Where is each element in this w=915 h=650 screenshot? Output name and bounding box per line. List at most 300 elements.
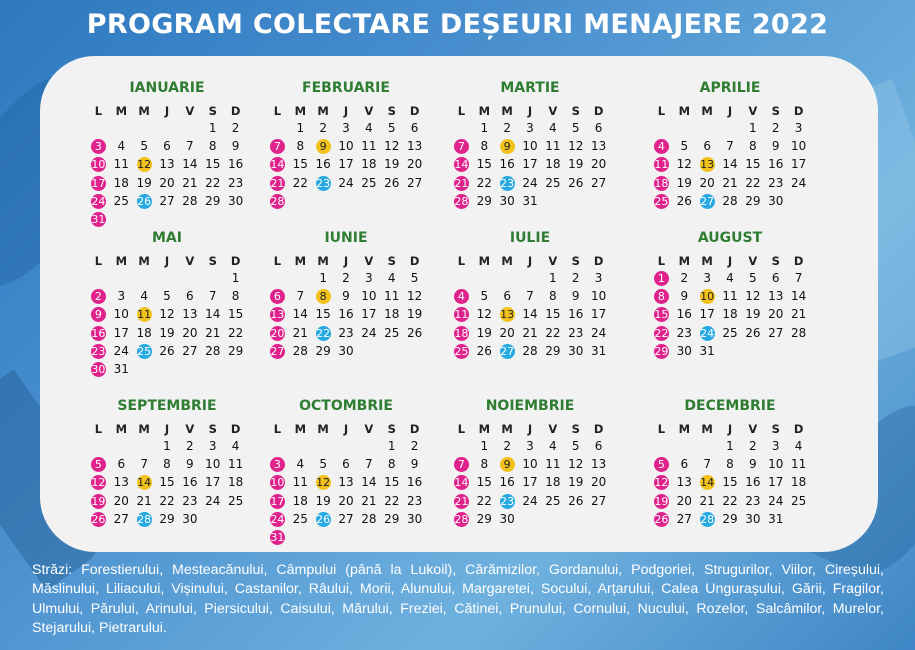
day-cell-pink-collection	[266, 343, 289, 361]
day-number: 4	[454, 289, 469, 304]
day-cell	[289, 120, 312, 138]
day-number: 11	[361, 139, 377, 154]
day-number: 1	[749, 121, 757, 135]
day-number: 21	[522, 325, 538, 340]
day-number: 28	[700, 512, 715, 526]
empty-cell	[650, 438, 673, 456]
day-number: 22	[227, 325, 244, 340]
day-number: 7	[526, 289, 534, 304]
weekday-label: V	[748, 104, 758, 118]
day-cell-pink-collection	[87, 156, 110, 174]
day-number: 9	[749, 457, 757, 472]
day-cell	[473, 493, 496, 511]
weekday-label: V	[364, 422, 374, 436]
day-number: 2	[231, 121, 240, 135]
weekday-label: J	[527, 254, 533, 268]
day-number: 21	[205, 325, 221, 340]
day-cell	[224, 156, 247, 174]
day-number: 7	[703, 457, 711, 472]
weekday-label: M	[501, 422, 513, 436]
day-cell	[473, 120, 496, 138]
empty-cell	[673, 120, 696, 138]
weekday-label: L	[94, 254, 103, 268]
day-number: 6	[342, 457, 350, 472]
day-number: 6	[186, 289, 194, 304]
day-cell	[764, 156, 787, 174]
day-number: 28	[790, 325, 807, 340]
day-number: 17	[522, 475, 538, 490]
day-number: 24	[790, 175, 807, 190]
weekday-header	[266, 102, 426, 120]
day-cell-pink-collection	[650, 138, 673, 156]
weekday-header	[266, 252, 426, 270]
day-number: 21	[136, 493, 152, 508]
day-cell-pink-collection	[87, 193, 110, 211]
day-number: 15	[205, 157, 221, 172]
day-cell	[178, 138, 201, 156]
day-cell-yellow-collection	[312, 138, 335, 156]
day-number: 7	[454, 457, 469, 472]
day-cell	[496, 156, 519, 174]
day-cell	[403, 325, 426, 343]
weekday-label: J	[527, 422, 533, 436]
day-cell	[764, 325, 787, 343]
day-number: 3	[365, 271, 373, 285]
day-cell	[357, 175, 380, 193]
day-cell	[719, 438, 742, 456]
day-number: 14	[137, 476, 152, 490]
day-number: 18	[790, 475, 807, 490]
weekday-label: V	[548, 254, 558, 268]
day-cell	[380, 493, 403, 511]
day-number: 1	[480, 121, 489, 135]
day-cell	[289, 156, 312, 174]
weekday-label: J	[343, 422, 349, 436]
day-number: 30	[745, 511, 761, 526]
day-cell	[541, 306, 564, 324]
day-cell-yellow-collection	[312, 474, 335, 492]
day-cell	[312, 456, 335, 474]
day-cell	[787, 474, 810, 492]
day-number: 12	[384, 139, 400, 154]
day-cell-blue-collection	[133, 343, 156, 361]
empty-cell	[133, 438, 156, 456]
month-2	[266, 78, 426, 211]
month-6	[266, 228, 426, 361]
day-cell-pink-collection	[450, 343, 473, 361]
weekday-label: V	[185, 104, 195, 118]
weekday-label: M	[701, 104, 713, 118]
day-number: 24	[590, 325, 607, 340]
day-number: 16	[499, 157, 515, 172]
day-number: 12	[316, 476, 331, 490]
day-number: 16	[91, 326, 106, 340]
day-cell	[178, 325, 201, 343]
day-cell	[403, 438, 426, 456]
day-number: 30	[568, 343, 584, 358]
day-cell-pink-collection	[450, 493, 473, 511]
weekday-label: M	[294, 254, 307, 268]
day-number: 11	[227, 457, 244, 472]
day-cell	[673, 343, 696, 361]
day-number: 24	[270, 512, 285, 526]
day-cell	[156, 456, 179, 474]
day-cell	[133, 175, 156, 193]
day-cell-pink-collection	[450, 193, 473, 211]
day-grid	[266, 120, 426, 211]
day-cell	[201, 438, 224, 456]
day-cell-pink-collection	[650, 193, 673, 211]
day-cell	[156, 325, 179, 343]
day-cell	[473, 193, 496, 211]
day-number: 31	[522, 193, 538, 208]
day-cell	[787, 270, 810, 288]
empty-cell	[289, 270, 312, 288]
day-number: 17	[113, 325, 129, 340]
day-number: 17	[590, 307, 607, 322]
day-cell-pink-collection	[266, 456, 289, 474]
day-cell-pink-collection	[450, 175, 473, 193]
day-cell	[403, 474, 426, 492]
day-cell	[156, 343, 179, 361]
day-cell	[201, 193, 224, 211]
day-cell	[719, 474, 742, 492]
day-number: 1	[296, 121, 305, 135]
day-cell	[380, 325, 403, 343]
day-cell	[178, 474, 201, 492]
day-number: 15	[159, 475, 175, 490]
day-number: 16	[676, 307, 692, 322]
day-cell-pink-collection	[266, 288, 289, 306]
day-number: 24	[700, 326, 715, 340]
day-cell	[357, 270, 380, 288]
day-number: 26	[568, 493, 584, 508]
day-number: 9	[500, 457, 515, 472]
weekday-label: V	[548, 422, 558, 436]
day-cell	[764, 175, 787, 193]
day-cell	[224, 456, 247, 474]
day-cell	[787, 138, 810, 156]
day-number: 2	[319, 121, 327, 135]
day-cell	[335, 325, 358, 343]
day-cell	[764, 474, 787, 492]
day-cell	[156, 138, 179, 156]
day-cell	[541, 474, 564, 492]
day-cell	[380, 138, 403, 156]
day-cell-pink-collection	[87, 138, 110, 156]
day-cell	[787, 438, 810, 456]
weekday-header	[450, 102, 610, 120]
day-number: 2	[410, 439, 419, 453]
day-cell	[224, 138, 247, 156]
weekday-label: D	[793, 104, 804, 118]
day-cell	[224, 325, 247, 343]
empty-cell	[178, 270, 201, 288]
day-number: 5	[91, 457, 106, 472]
month-name: MAI	[152, 230, 182, 246]
day-number: 20	[113, 493, 129, 508]
day-number: 31	[91, 212, 106, 226]
month-name: MARTIE	[500, 80, 560, 96]
month-name: IUNIE	[324, 230, 368, 246]
day-cell	[289, 343, 312, 361]
day-cell	[156, 474, 179, 492]
day-cell	[673, 156, 696, 174]
day-number: 30	[499, 193, 515, 208]
day-cell-pink-collection	[87, 474, 110, 492]
day-number: 30	[768, 193, 784, 208]
day-cell-pink-collection	[650, 306, 673, 324]
day-number: 18	[454, 326, 469, 340]
day-number: 10	[768, 457, 784, 472]
day-cell-yellow-collection	[133, 474, 156, 492]
day-number: 25	[384, 325, 400, 340]
day-number: 11	[113, 157, 129, 172]
day-number: 5	[480, 289, 489, 304]
day-cell-blue-collection	[696, 193, 719, 211]
day-number: 16	[568, 307, 584, 322]
day-cell	[719, 511, 742, 529]
day-cell	[403, 288, 426, 306]
day-cell	[719, 175, 742, 193]
day-number: 8	[163, 457, 171, 472]
day-cell	[673, 288, 696, 306]
day-cell	[357, 325, 380, 343]
day-cell	[312, 156, 335, 174]
day-number: 27	[406, 175, 423, 190]
day-number: 28	[361, 511, 377, 526]
day-number: 18	[227, 475, 244, 490]
day-number: 4	[365, 121, 373, 135]
weekday-label: J	[343, 254, 349, 268]
day-number: 9	[571, 289, 580, 304]
weekday-label: M	[115, 422, 128, 436]
day-cell	[696, 343, 719, 361]
day-cell	[357, 288, 380, 306]
day-cell	[201, 175, 224, 193]
day-cell	[696, 138, 719, 156]
day-cell	[224, 474, 247, 492]
day-cell	[519, 138, 542, 156]
day-grid	[650, 438, 810, 529]
day-cell	[473, 325, 496, 343]
day-number: 4	[117, 139, 126, 154]
day-cell	[741, 511, 764, 529]
day-cell	[473, 138, 496, 156]
day-grid	[450, 120, 610, 211]
weekday-label: D	[793, 422, 804, 436]
day-number: 15	[722, 475, 738, 490]
day-cell	[587, 493, 610, 511]
day-cell	[673, 270, 696, 288]
day-number: 16	[768, 157, 784, 172]
day-number: 21	[699, 493, 715, 508]
day-cell	[335, 474, 358, 492]
day-cell-pink-collection	[87, 361, 110, 379]
weekday-label: S	[771, 422, 780, 436]
day-cell	[541, 288, 564, 306]
weekday-label: M	[294, 422, 307, 436]
day-number: 27	[270, 344, 285, 358]
day-cell	[403, 138, 426, 156]
day-number: 4	[549, 121, 557, 135]
day-number: 18	[545, 157, 561, 172]
day-number: 26	[137, 194, 152, 208]
day-cell	[564, 325, 587, 343]
day-number: 24	[522, 175, 538, 190]
weekday-label: M	[701, 254, 713, 268]
day-number: 8	[387, 457, 396, 472]
day-number: 9	[410, 457, 419, 472]
day-cell	[787, 325, 810, 343]
day-number: 9	[680, 289, 689, 304]
day-cell	[564, 156, 587, 174]
day-cell-yellow-collection	[312, 288, 335, 306]
weekday-label: D	[409, 422, 420, 436]
day-number: 2	[503, 121, 511, 135]
day-cell	[201, 456, 224, 474]
weekday-label: D	[593, 254, 604, 268]
day-number: 28	[137, 512, 152, 526]
month-name: IANUARIE	[129, 80, 205, 96]
day-number: 24	[113, 343, 129, 358]
day-number: 8	[480, 457, 489, 472]
day-cell	[541, 493, 564, 511]
day-cell	[357, 456, 380, 474]
day-number: 10	[113, 307, 129, 322]
day-number: 23	[182, 493, 198, 508]
weekday-label: M	[115, 254, 128, 268]
month-10	[266, 396, 426, 547]
day-number: 1	[163, 439, 171, 453]
day-number: 9	[91, 307, 106, 322]
day-cell-pink-collection	[650, 288, 673, 306]
weekday-label: V	[364, 254, 374, 268]
empty-cell	[133, 120, 156, 138]
day-cell-pink-collection	[87, 456, 110, 474]
day-number: 17	[699, 307, 715, 322]
day-number: 6	[410, 121, 419, 135]
weekday-label: D	[409, 104, 420, 118]
empty-cell	[156, 270, 179, 288]
day-cell	[496, 120, 519, 138]
day-number: 31	[113, 361, 129, 376]
day-cell	[110, 156, 133, 174]
day-number: 29	[227, 343, 244, 358]
day-cell	[519, 343, 542, 361]
day-number: 4	[231, 439, 240, 453]
day-number: 20	[406, 157, 423, 172]
day-number: 27	[338, 511, 354, 526]
day-number: 7	[296, 289, 305, 304]
weekday-label: M	[478, 104, 491, 118]
day-cell	[110, 288, 133, 306]
day-number: 25	[454, 344, 469, 358]
day-cell	[110, 306, 133, 324]
day-cell	[519, 306, 542, 324]
day-number: 22	[316, 326, 331, 340]
weekday-label: S	[387, 422, 396, 436]
day-number: 3	[270, 457, 285, 472]
day-cell	[719, 306, 742, 324]
day-number: 3	[703, 271, 711, 285]
weekday-label: M	[138, 254, 150, 268]
day-number: 10	[522, 139, 538, 154]
day-number: 15	[315, 307, 331, 322]
day-cell	[312, 493, 335, 511]
day-cell	[764, 270, 787, 288]
day-cell-blue-collection	[133, 511, 156, 529]
day-number: 14	[182, 157, 198, 172]
weekday-label: D	[593, 422, 604, 436]
day-cell-blue-collection	[312, 175, 335, 193]
day-number: 3	[526, 439, 534, 453]
day-cell-pink-collection	[266, 306, 289, 324]
day-cell-yellow-collection	[133, 306, 156, 324]
day-cell-pink-collection	[450, 456, 473, 474]
weekday-label: D	[409, 254, 420, 268]
day-number: 3	[526, 121, 534, 135]
day-cell-pink-collection	[450, 288, 473, 306]
day-number: 24	[91, 194, 106, 208]
day-cell-blue-collection	[696, 511, 719, 529]
day-cell	[564, 270, 587, 288]
day-cell	[564, 343, 587, 361]
day-number: 15	[745, 157, 761, 172]
day-number: 18	[654, 176, 669, 190]
day-cell	[133, 493, 156, 511]
day-number: 16	[315, 157, 331, 172]
day-number: 6	[117, 457, 126, 472]
day-number: 13	[159, 157, 175, 172]
weekday-label: M	[294, 104, 307, 118]
day-number: 26	[406, 325, 423, 340]
day-number: 3	[794, 121, 803, 135]
day-number: 24	[768, 493, 784, 508]
day-cell	[201, 343, 224, 361]
day-cell-pink-collection	[450, 306, 473, 324]
day-number: 5	[571, 121, 580, 135]
weekday-label: M	[501, 104, 513, 118]
day-number: 4	[387, 271, 396, 285]
day-number: 4	[296, 457, 305, 472]
day-number: 26	[91, 512, 106, 526]
day-cell	[496, 474, 519, 492]
day-number: 10	[91, 158, 106, 172]
day-number: 13	[590, 139, 607, 154]
day-cell	[357, 493, 380, 511]
day-number: 12	[568, 139, 584, 154]
day-number: 6	[703, 139, 711, 154]
weekday-header	[650, 420, 810, 438]
weekday-label: S	[208, 104, 217, 118]
day-cell	[719, 456, 742, 474]
day-cell-pink-collection	[266, 529, 289, 547]
day-number: 14	[722, 157, 738, 172]
day-number: 14	[292, 307, 308, 322]
empty-cell	[650, 120, 673, 138]
weekday-label: M	[138, 104, 150, 118]
day-cell	[719, 138, 742, 156]
day-number: 6	[503, 289, 511, 304]
day-number: 19	[136, 175, 152, 190]
day-number: 24	[338, 175, 354, 190]
month-8	[650, 228, 810, 361]
day-number: 15	[292, 157, 308, 172]
day-cell-yellow-collection	[133, 156, 156, 174]
day-number: 5	[571, 439, 580, 453]
day-number: 2	[680, 271, 689, 285]
